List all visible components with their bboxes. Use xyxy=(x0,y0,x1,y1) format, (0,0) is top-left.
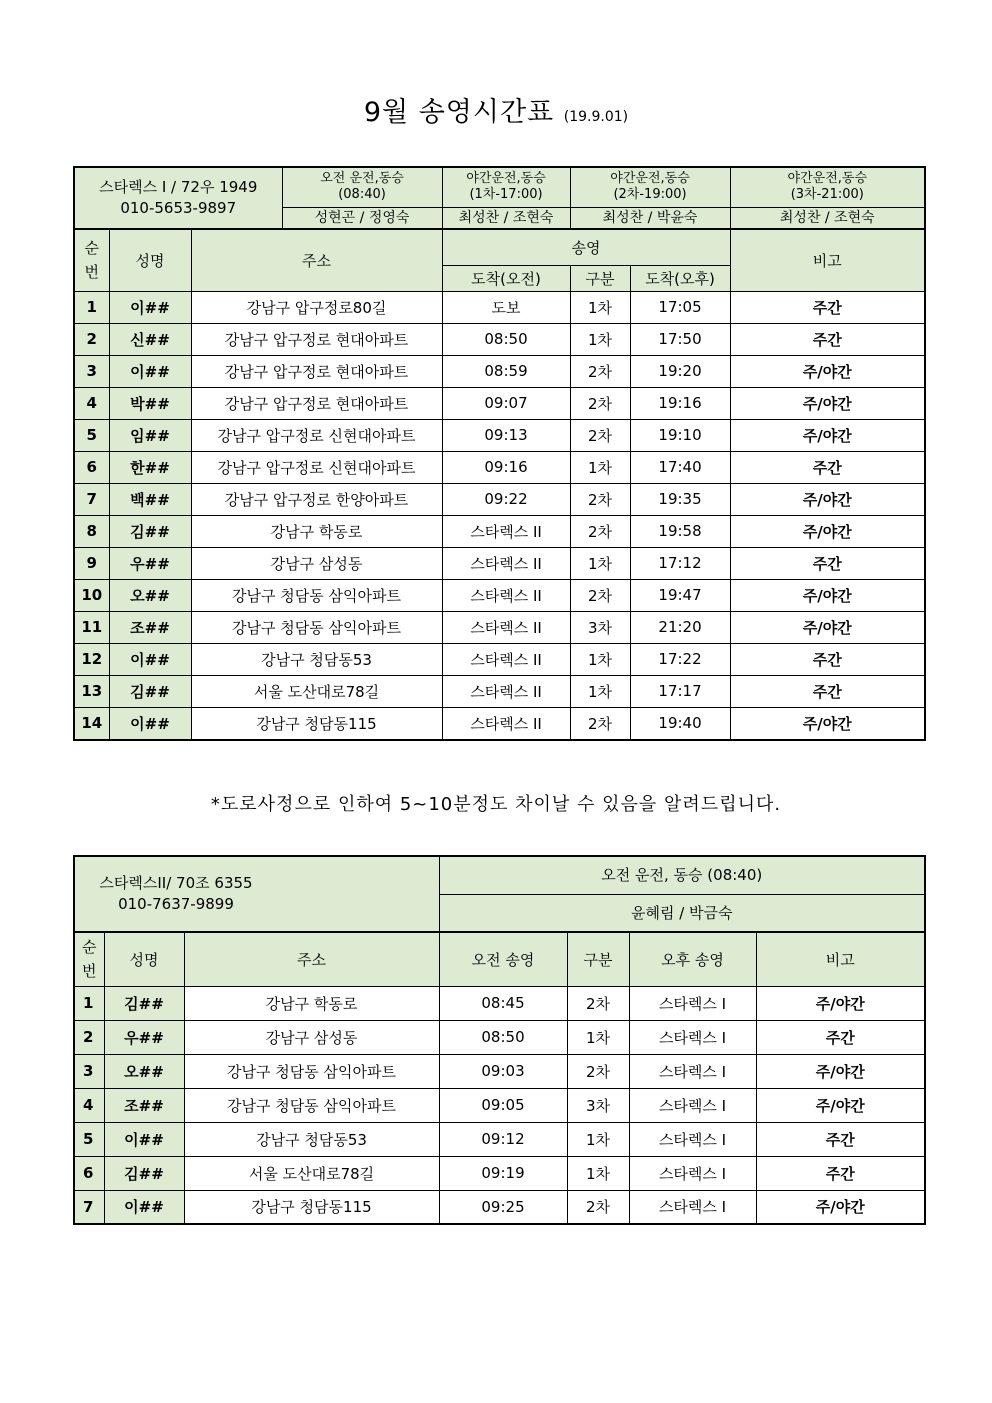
row-address: 강남구 압구정로 한양아파트 xyxy=(191,483,442,515)
row-address: 강남구 압구정로80길 xyxy=(191,291,442,323)
col-arrive-pm: 도착(오후) xyxy=(630,265,730,291)
row-no: 7 xyxy=(74,483,109,515)
row-note: 주/야간 xyxy=(730,707,925,740)
row-note: 주간 xyxy=(756,1156,925,1190)
row-no: 6 xyxy=(74,451,109,483)
row-arrive-pm: 19:58 xyxy=(630,515,730,547)
row-am: 09:19 xyxy=(439,1156,567,1190)
col-note: 비고 xyxy=(730,229,925,291)
row-pm: 스타렉스 I xyxy=(629,1122,756,1156)
schedule-table-starex-2 xyxy=(73,855,926,1225)
row-no: 2 xyxy=(74,1020,104,1054)
row-group: 1차 xyxy=(570,643,630,675)
vehicle-phone-2: 010-7637-9899 xyxy=(118,895,234,913)
row-arrive-pm: 17:12 xyxy=(630,547,730,579)
row-note: 주간 xyxy=(730,291,925,323)
row-pm: 스타렉스 I xyxy=(629,1054,756,1088)
row-name: 김## xyxy=(109,675,191,707)
row-name: 이## xyxy=(109,291,191,323)
row-note: 주간 xyxy=(730,675,925,707)
row-group: 2차 xyxy=(567,986,629,1020)
row-arrive-am: 스타렉스 II xyxy=(442,515,570,547)
row-address: 강남구 학동로 xyxy=(191,515,442,547)
row-am: 09:25 xyxy=(439,1190,567,1224)
row-address: 서울 도산대로78길 xyxy=(191,675,442,707)
table-row xyxy=(74,547,925,579)
row-arrive-am: 09:13 xyxy=(442,419,570,451)
table-row xyxy=(74,579,925,611)
row-name: 오## xyxy=(109,579,191,611)
row-no: 3 xyxy=(74,1054,104,1088)
row-group: 2차 xyxy=(570,483,630,515)
table-row xyxy=(74,675,925,707)
row-no: 5 xyxy=(74,1122,104,1156)
row-address: 강남구 청담동 삼익아파트 xyxy=(184,1088,439,1122)
row-address: 강남구 청담동 삼익아파트 xyxy=(191,579,442,611)
shift-night-3-line1: 야간운전,동승 xyxy=(787,171,868,187)
shift-night-1-staff: 최성찬 / 조현숙 xyxy=(442,207,570,229)
table-row xyxy=(74,323,925,355)
row-address: 서울 도산대로78길 xyxy=(184,1156,439,1190)
row-name: 김## xyxy=(104,986,184,1020)
shift-am-staff: 성현곤 / 정영숙 xyxy=(282,207,442,229)
row-address: 강남구 압구정로 현대아파트 xyxy=(191,323,442,355)
row-group: 1차 xyxy=(567,1020,629,1054)
row-address: 강남구 압구정로 현대아파트 xyxy=(191,355,442,387)
col2-name: 성명 xyxy=(104,932,184,986)
row-note: 주/야간 xyxy=(756,1088,925,1122)
row-name: 한## xyxy=(109,451,191,483)
row-group: 2차 xyxy=(570,579,630,611)
row-no: 1 xyxy=(74,291,109,323)
row-address: 강남구 청담동53 xyxy=(184,1122,439,1156)
row-note: 주간 xyxy=(756,1122,925,1156)
table-row xyxy=(74,419,925,451)
row-group: 1차 xyxy=(570,323,630,355)
row-note: 주간 xyxy=(730,643,925,675)
shift-night-2-line2: (2차-19:00) xyxy=(613,187,687,203)
shift-night-1-line2: (1차-17:00) xyxy=(469,187,543,203)
row-address: 강남구 청담동115 xyxy=(184,1190,439,1224)
row-note: 주간 xyxy=(730,323,925,355)
row-arrive-am: 08:50 xyxy=(442,323,570,355)
row-no: 7 xyxy=(74,1190,104,1224)
table-row xyxy=(74,483,925,515)
schedule-table-starex-1 xyxy=(73,166,926,741)
row-name: 김## xyxy=(104,1156,184,1190)
row-name: 이## xyxy=(109,643,191,675)
row-note: 주/야간 xyxy=(756,1054,925,1088)
row-no: 5 xyxy=(74,419,109,451)
row-note: 주간 xyxy=(730,547,925,579)
row-pm: 스타렉스 I xyxy=(629,1020,756,1054)
row-am: 08:50 xyxy=(439,1020,567,1054)
row-note: 주간 xyxy=(756,1020,925,1054)
row-no: 2 xyxy=(74,323,109,355)
row-arrive-pm: 17:22 xyxy=(630,643,730,675)
row-group: 1차 xyxy=(570,451,630,483)
shift-night-2-line1: 야간운전,동승 xyxy=(610,171,690,187)
row-name: 이## xyxy=(104,1190,184,1224)
row-address: 강남구 청담동115 xyxy=(191,707,442,740)
table-row xyxy=(74,1088,925,1122)
shift-night-3-staff: 최성찬 / 조현숙 xyxy=(730,207,925,229)
row-arrive-am: 09:16 xyxy=(442,451,570,483)
shift-night-2 xyxy=(570,167,730,207)
row-name: 박## xyxy=(109,387,191,419)
row-pm: 스타렉스 I xyxy=(629,1156,756,1190)
table-row xyxy=(74,515,925,547)
row-no: 14 xyxy=(74,707,109,740)
shift-am-2: 오전 운전, 동승 (08:40) xyxy=(439,856,925,894)
row-arrive-pm: 19:47 xyxy=(630,579,730,611)
col2-address: 주소 xyxy=(184,932,439,986)
row-group: 2차 xyxy=(570,387,630,419)
shift-am-line2: (08:40) xyxy=(338,187,386,203)
row-arrive-am: 스타렉스 II xyxy=(442,675,570,707)
row-name: 임## xyxy=(109,419,191,451)
row-no: 12 xyxy=(74,643,109,675)
row-no: 3 xyxy=(74,355,109,387)
row-group: 3차 xyxy=(567,1088,629,1122)
row-arrive-pm: 19:40 xyxy=(630,707,730,740)
row-arrive-am: 스타렉스 II xyxy=(442,547,570,579)
row-name: 신## xyxy=(109,323,191,355)
table-row xyxy=(74,451,925,483)
row-address: 강남구 청담동 삼익아파트 xyxy=(191,611,442,643)
row-arrive-pm: 17:05 xyxy=(630,291,730,323)
row-note: 주간 xyxy=(730,451,925,483)
vehicle-info-2 xyxy=(74,856,439,932)
row-group: 2차 xyxy=(570,355,630,387)
row-arrive-pm: 19:35 xyxy=(630,483,730,515)
row-arrive-am: 09:22 xyxy=(442,483,570,515)
row-no: 8 xyxy=(74,515,109,547)
row-group: 1차 xyxy=(567,1122,629,1156)
table-row xyxy=(74,707,925,740)
col2-group: 구분 xyxy=(567,932,629,986)
row-address: 강남구 압구정로 현대아파트 xyxy=(191,387,442,419)
row-arrive-pm: 17:17 xyxy=(630,675,730,707)
row-pm: 스타렉스 I xyxy=(629,1190,756,1224)
row-address: 강남구 압구정로 신현대아파트 xyxy=(191,451,442,483)
row-note: 주/야간 xyxy=(730,483,925,515)
table-row xyxy=(74,1122,925,1156)
table-row xyxy=(74,1020,925,1054)
row-name: 백## xyxy=(109,483,191,515)
shift-am-2-staff: 윤혜림 / 박금숙 xyxy=(439,894,925,932)
row-name: 우## xyxy=(109,547,191,579)
row-name: 오## xyxy=(104,1054,184,1088)
table-row xyxy=(74,1190,925,1224)
row-arrive-pm: 17:50 xyxy=(630,323,730,355)
page-title xyxy=(0,90,992,129)
row-name: 이## xyxy=(104,1122,184,1156)
row-no: 6 xyxy=(74,1156,104,1190)
col-arrive-am: 도착(오전) xyxy=(442,265,570,291)
row-group: 2차 xyxy=(570,707,630,740)
title-date: (19.9.01) xyxy=(563,109,629,125)
row-address: 강남구 삼성동 xyxy=(184,1020,439,1054)
row-arrive-am: 스타렉스 II xyxy=(442,579,570,611)
row-address: 강남구 청담동53 xyxy=(191,643,442,675)
row-note: 주/야간 xyxy=(756,986,925,1020)
col-no xyxy=(74,229,109,291)
row-note: 주/야간 xyxy=(730,611,925,643)
col-name: 성명 xyxy=(109,229,191,291)
col-transport: 송영 xyxy=(442,229,730,265)
row-note: 주/야간 xyxy=(756,1190,925,1224)
row-group: 3차 xyxy=(570,611,630,643)
row-arrive-am: 스타렉스 II xyxy=(442,643,570,675)
delay-notice: *도로사정으로 인하여 5~10분정도 차이날 수 있음을 알려드립니다. xyxy=(210,794,782,815)
vehicle-info xyxy=(74,167,282,229)
vehicle-phone: 010-5653-9897 xyxy=(120,199,237,217)
row-name: 김## xyxy=(109,515,191,547)
row-note: 주/야간 xyxy=(730,387,925,419)
shift-am xyxy=(282,167,442,207)
row-arrive-am: 08:59 xyxy=(442,355,570,387)
row-name: 이## xyxy=(109,707,191,740)
table-row xyxy=(74,355,925,387)
table-row xyxy=(74,1054,925,1088)
row-arrive-pm: 19:10 xyxy=(630,419,730,451)
col2-no-1: 순 xyxy=(82,938,97,957)
table-row xyxy=(74,1156,925,1190)
col2-pm: 오후 송영 xyxy=(629,932,756,986)
row-am: 09:03 xyxy=(439,1054,567,1088)
row-am: 09:05 xyxy=(439,1088,567,1122)
row-arrive-pm: 17:40 xyxy=(630,451,730,483)
row-group: 2차 xyxy=(567,1054,629,1088)
row-note: 주/야간 xyxy=(730,355,925,387)
row-note: 주/야간 xyxy=(730,579,925,611)
row-name: 조## xyxy=(104,1088,184,1122)
table-row xyxy=(74,611,925,643)
vehicle-name-2: 스타렉스II/ 70조 6355 xyxy=(99,874,253,892)
shift-night-2-staff: 최성찬 / 박윤숙 xyxy=(570,207,730,229)
shift-am-line1: 오전 운전,동승 xyxy=(320,171,404,187)
row-address: 강남구 학동로 xyxy=(184,986,439,1020)
row-group: 1차 xyxy=(570,547,630,579)
row-no: 10 xyxy=(74,579,109,611)
row-am: 09:12 xyxy=(439,1122,567,1156)
shift-night-3-line2: (3차-21:00) xyxy=(790,187,864,203)
row-no: 11 xyxy=(74,611,109,643)
row-arrive-pm: 21:20 xyxy=(630,611,730,643)
row-group: 1차 xyxy=(567,1156,629,1190)
row-group: 2차 xyxy=(570,515,630,547)
row-name: 조## xyxy=(109,611,191,643)
row-name: 이## xyxy=(109,355,191,387)
row-address: 강남구 청담동 삼익아파트 xyxy=(184,1054,439,1088)
table-row xyxy=(74,643,925,675)
col2-am: 오전 송영 xyxy=(439,932,567,986)
row-group: 1차 xyxy=(570,291,630,323)
col-no-2: 번 xyxy=(84,263,99,282)
col2-no-2: 번 xyxy=(82,962,97,981)
col-no-1: 순 xyxy=(84,239,99,258)
row-arrive-am: 스타렉스 II xyxy=(442,611,570,643)
row-arrive-am: 09:07 xyxy=(442,387,570,419)
row-address: 강남구 삼성동 xyxy=(191,547,442,579)
col2-no xyxy=(74,932,104,986)
row-no: 4 xyxy=(74,1088,104,1122)
col2-note: 비고 xyxy=(756,932,925,986)
table-row xyxy=(74,986,925,1020)
shift-night-3 xyxy=(730,167,925,207)
row-arrive-am: 도보 xyxy=(442,291,570,323)
shift-night-1-line1: 야간운전,동승 xyxy=(466,171,546,187)
row-note: 주/야간 xyxy=(730,515,925,547)
col-group: 구분 xyxy=(570,265,630,291)
row-note: 주/야간 xyxy=(730,419,925,451)
shift-night-1 xyxy=(442,167,570,207)
row-arrive-am: 스타렉스 II xyxy=(442,707,570,740)
title-main: 9월 송영시간표 xyxy=(363,97,555,128)
row-no: 13 xyxy=(74,675,109,707)
row-name: 우## xyxy=(104,1020,184,1054)
vehicle-name: 스타렉스 I / 72우 1949 xyxy=(99,178,258,196)
row-arrive-pm: 19:20 xyxy=(630,355,730,387)
row-no: 9 xyxy=(74,547,109,579)
table-row xyxy=(74,387,925,419)
row-am: 08:45 xyxy=(439,986,567,1020)
row-address: 강남구 압구정로 신현대아파트 xyxy=(191,419,442,451)
row-no: 1 xyxy=(74,986,104,1020)
col-address: 주소 xyxy=(191,229,442,291)
row-group: 2차 xyxy=(570,419,630,451)
row-group: 2차 xyxy=(567,1190,629,1224)
row-arrive-pm: 19:16 xyxy=(630,387,730,419)
row-no: 4 xyxy=(74,387,109,419)
row-group: 1차 xyxy=(570,675,630,707)
table-row xyxy=(74,291,925,323)
row-pm: 스타렉스 I xyxy=(629,986,756,1020)
row-pm: 스타렉스 I xyxy=(629,1088,756,1122)
